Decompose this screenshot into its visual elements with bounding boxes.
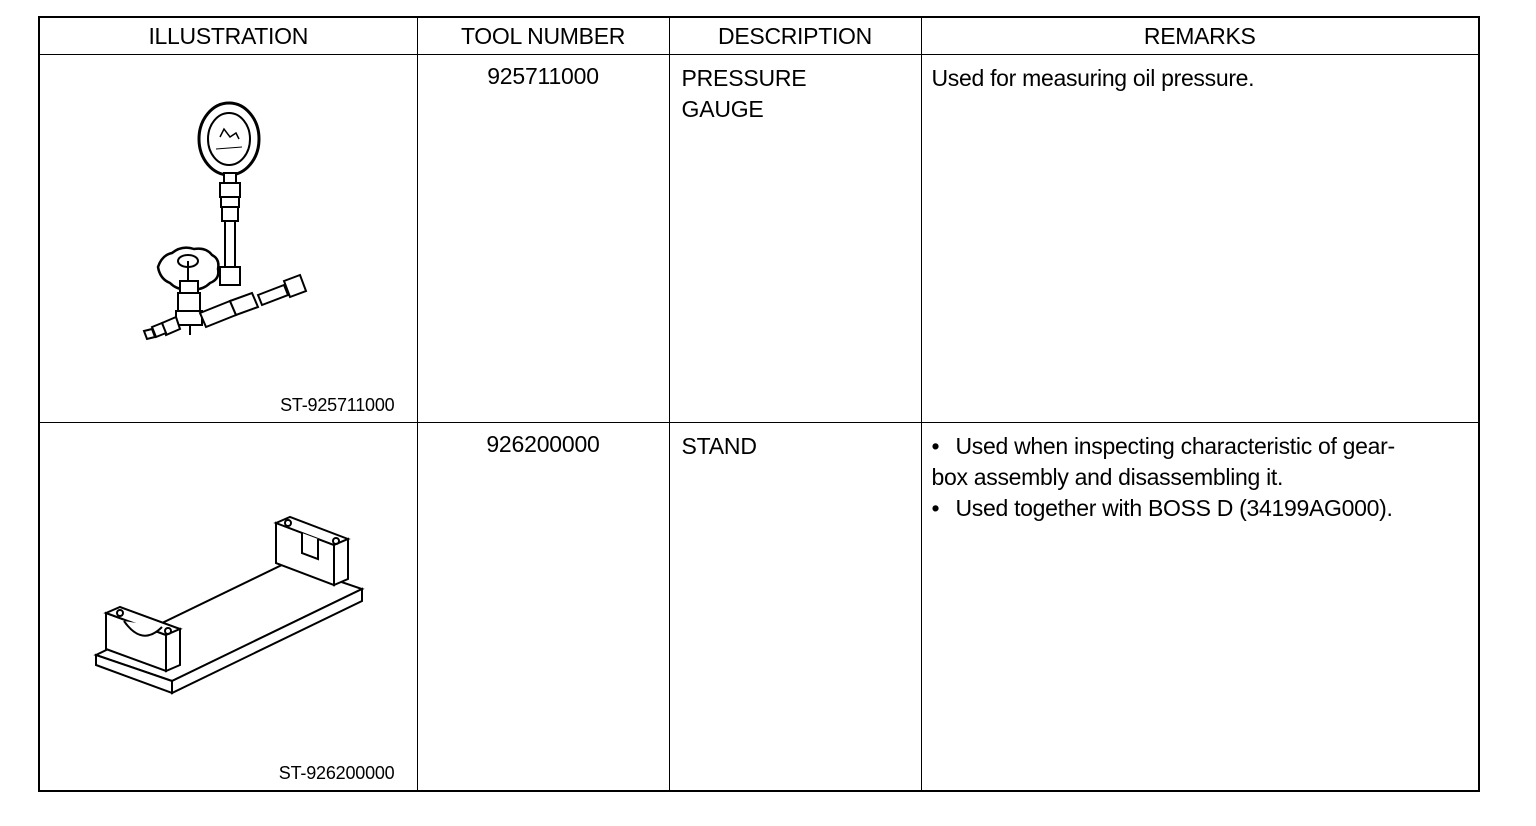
stand-icon xyxy=(40,423,418,791)
remarks-bullet-item xyxy=(932,493,1469,524)
remarks-text: box assembly and disassembling it. xyxy=(931,464,1284,491)
remarks-text: Used when inspecting characteristic of gear- xyxy=(955,433,1395,460)
pressure-gauge-icon xyxy=(40,55,418,423)
description-cell xyxy=(669,423,921,791)
table-row xyxy=(39,423,1479,791)
illustration-cell xyxy=(39,423,417,791)
header-illustration: ILLUSTRATION xyxy=(39,17,417,55)
illustration-label: ST-926200000 xyxy=(278,763,395,783)
description-line: PRESSURE xyxy=(681,65,807,91)
illustration-label: ST-925711000 xyxy=(280,395,395,416)
tool-number-cell: 926200000 xyxy=(417,423,669,791)
description-cell xyxy=(669,55,921,423)
header-row xyxy=(39,17,1479,55)
description-line: STAND xyxy=(681,433,757,460)
header-description: DESCRIPTION xyxy=(669,17,921,55)
remarks-cell xyxy=(921,423,1479,791)
tool-number-cell: 925711000 xyxy=(417,55,669,423)
bullet-icon: • xyxy=(931,433,940,460)
bullet-icon: • xyxy=(931,495,940,522)
description-line: GAUGE xyxy=(681,96,764,122)
remarks-bullet-item xyxy=(932,431,1469,493)
header-remarks: REMARKS xyxy=(921,17,1479,55)
remarks-text: Used for measuring oil pressure. xyxy=(931,65,1255,91)
remarks-cell xyxy=(921,55,1479,423)
special-tools-table xyxy=(38,16,1480,792)
illustration-cell xyxy=(39,55,417,423)
table-row xyxy=(39,55,1479,423)
remarks-text: Used together with BOSS D (34199AG000). xyxy=(955,495,1393,522)
header-tool-number: TOOL NUMBER xyxy=(417,17,669,55)
